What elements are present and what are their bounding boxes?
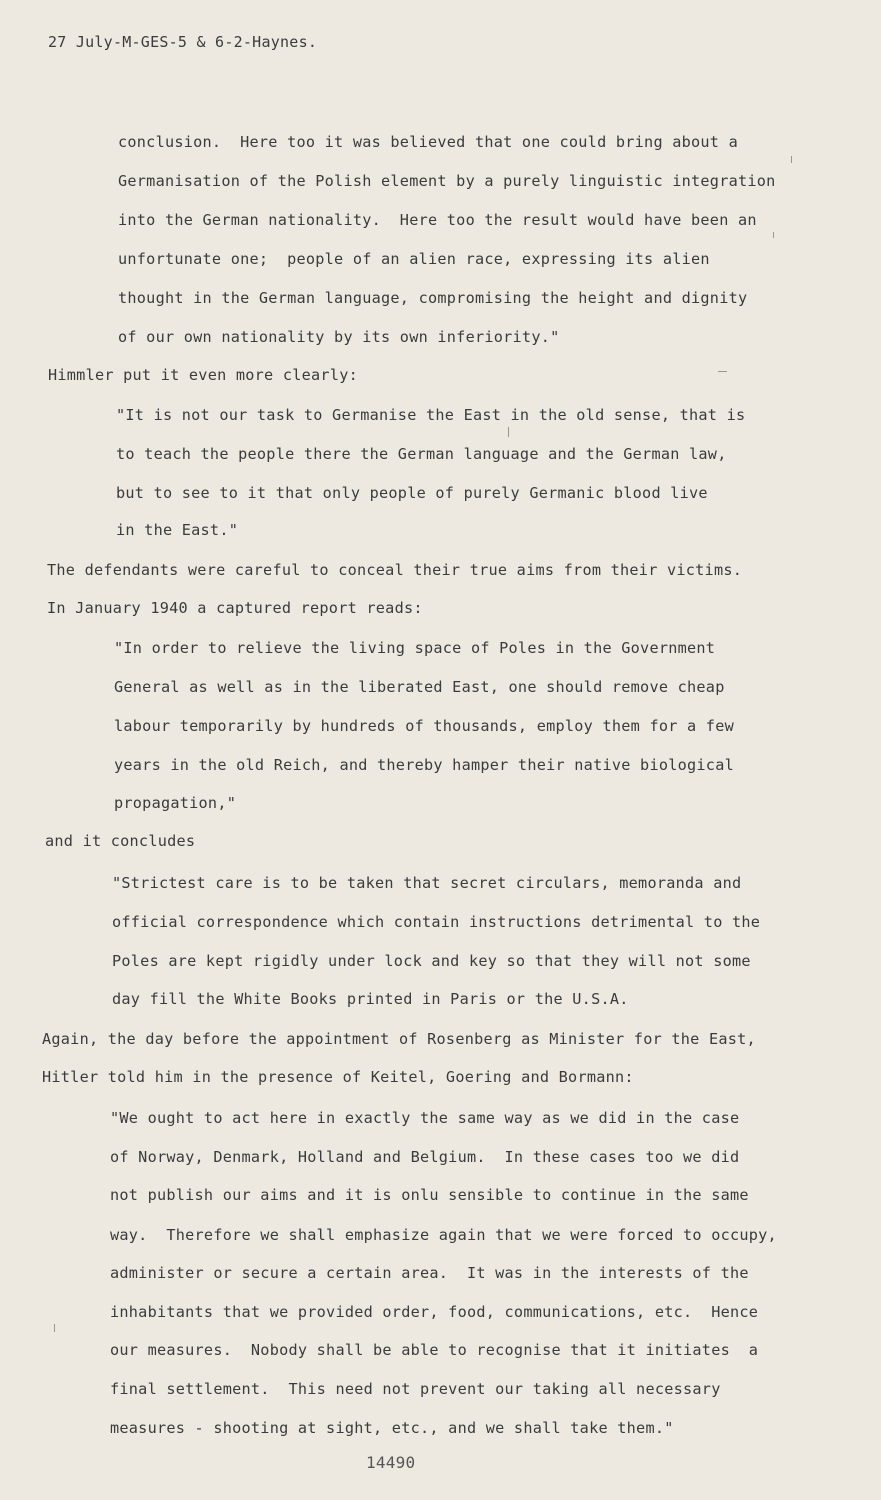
text-line: administer or secure a certain area. It was in the interests of the [110,1264,749,1282]
text-line: Again, the day before the appointment of Rosenberg as Minister for the East, [42,1030,756,1048]
text-line: propagation," [114,794,237,812]
text-line: in the East." [116,521,239,539]
text-line: conclusion. Here too it was believed that one could bring about a [118,133,738,151]
text-line: Hitler told him in the presence of Keitel, Goering and Bormann: [42,1068,634,1086]
text-line: The defendants were careful to conceal their true aims from their victims. [47,561,743,579]
text-line: thought in the German language, compromising the height and dignity [118,289,748,307]
text-line: In January 1940 a captured report reads: [47,599,423,617]
paper-mark [791,156,792,163]
text-line: Poles are kept rigidly under lock and key so that they will not some [112,952,751,970]
page-number: 14490 [366,1453,416,1472]
text-line: final settlement. This need not prevent our taking all necessary [110,1380,721,1398]
text-line: and it concludes [45,832,196,850]
text-line: into the German nationality. Here too the result would have been an [118,211,757,229]
text-line: day fill the White Books printed in Paris or the U.S.A. [112,990,629,1008]
text-line: unfortunate one; people of an alien race, expressing its alien [118,250,710,268]
text-line: of Norway, Denmark, Holland and Belgium. In these cases too we did [110,1148,740,1166]
paper-mark [718,371,727,372]
text-line: our measures. Nobody shall be able to recognise that it initiates a [110,1341,759,1359]
text-line: measures - shooting at sight, etc., and we shall take them." [110,1419,674,1437]
text-line: Himmler put it even more clearly: [48,366,358,384]
paper-mark [773,232,774,238]
text-line: Germanisation of the Polish element by a purely linguistic integration [118,172,776,190]
text-line: of our own nationality by its own inferiority." [118,328,560,346]
page-header: 27 July-M-GES-5 & 6-2-Haynes. [48,33,318,51]
text-line: way. Therefore we shall emphasize again that we were forced to occupy, [110,1226,777,1244]
text-line: General as well as in the liberated East, one should remove cheap [114,678,725,696]
text-line: but to see to it that only people of purely Germanic blood live [116,484,708,502]
text-line: labour temporarily by hundreds of thousands, employ them for a few [114,717,734,735]
text-line: "We ought to act here in exactly the same way as we did in the case [110,1109,740,1127]
text-line: not publish our aims and it is onlu sensible to continue in the same [110,1186,749,1204]
text-line: years in the old Reich, and thereby hamper their native biological [114,756,734,774]
text-line: "In order to relieve the living space of Poles in the Government [114,639,716,657]
text-line: "Strictest care is to be taken that secret circulars, memoranda and [112,874,742,892]
text-line: to teach the people there the German language and the German law, [116,445,727,463]
text-line: inhabitants that we provided order, food, communications, etc. Hence [110,1303,759,1321]
paper-mark [508,427,509,437]
paper-mark [54,1324,55,1332]
text-line: "It is not our task to Germanise the East in the old sense, that is [116,406,746,424]
text-line: official correspondence which contain instructions detrimental to the [112,913,761,931]
